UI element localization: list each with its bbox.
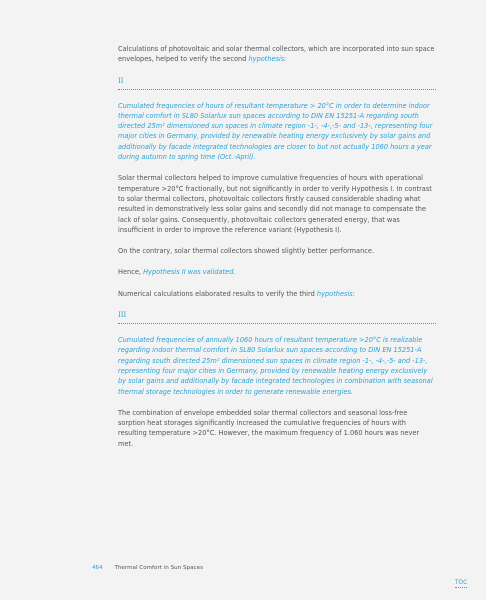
combination-paragraph: The combination of envelope embedded solar thermal collectors and seasonal loss-free sorption heat storages significantly increased the cumulative frequencies of hours with resulting temperature >20°C. However, the maximum frequency of 1.060 hours was never met. xyxy=(118,408,420,448)
intro-paragraph xyxy=(118,44,436,65)
numerical-text: Numerical calculations elaborated results to verify the third xyxy=(118,289,317,298)
hypothesis-iii-statement: Cumulated frequencies of annually 1060 hours of resultant temperature >20°C is realizable regarding indoor thermal comfort in SL80 Solarlux sun spaces according to DIN EN 15251-A regarding south directed 25m² dimensioned sun spaces in climate region -1-, -4-,-5- and -13-, representing four major cities in Germany, provided by renewable heating energy exclusively by solar gains and additionally by facade integrated technologies in combination with seasonal thermal storage technologies in order to generate renewable energies. xyxy=(118,336,433,396)
solar-thermal-paragraph: Solar thermal collectors helped to improve cumulative frequencies of hours with operational temperature >20°C fractionally, but not significantly in order to verify Hypothesis I. In contrast to solar thermal collectors, photovoltaic collectors firstly caused considerable shading what resulted in demonstratively less solar gains and secondly did not manage to compensate the lack of solar gains. Consequently, photovoltaic collectors generated energy, that was insufficient in order to improve the reference variant (Hypothesis I). xyxy=(118,174,432,234)
hence-text: Hence, xyxy=(118,268,144,277)
section-numeral-iii: III xyxy=(118,310,436,324)
numerical-paragraph xyxy=(118,289,436,299)
footer-title: Thermal Comfort in Sun Spaces xyxy=(114,565,203,571)
intro-text: Calculations of photovoltaic and solar thermal collectors, which are incorporated into sun space envelopes, helped to verify the second xyxy=(118,45,435,64)
page-footer xyxy=(92,565,203,571)
contrary-paragraph: On the contrary, solar thermal collectors showed slightly better performance. xyxy=(118,247,375,256)
hypothesis-ii-validated-link[interactable]: Hypothesis II was validated. xyxy=(143,268,236,277)
hypothesis-link[interactable]: hypothesis: xyxy=(248,55,287,64)
toc-link[interactable]: TOC xyxy=(455,580,468,586)
page-number: 464 xyxy=(92,565,103,571)
section-numeral-ii: II xyxy=(118,76,436,90)
hypothesis-link-3[interactable]: hypothesis: xyxy=(316,289,355,298)
main-content xyxy=(118,44,436,449)
hypothesis-ii-statement: Cumulated frequencies of hours of resultant temperature > 20°C in order to determine indoor thermal comfort in SL80 Solarlux sun spaces according to DIN EN 15251-A regarding south directed 25m² dimensioned sun spaces in climate region -1-, -4-,-5- and -13-, representing four major cities in Germany, provided by renewable heating energy exclusively by solar gains and additionally by facade integrated technologies are closer to but not actually 1060 hours a year during autumn to spring time (Oct.-April). xyxy=(118,101,433,162)
hence-paragraph xyxy=(118,267,436,277)
